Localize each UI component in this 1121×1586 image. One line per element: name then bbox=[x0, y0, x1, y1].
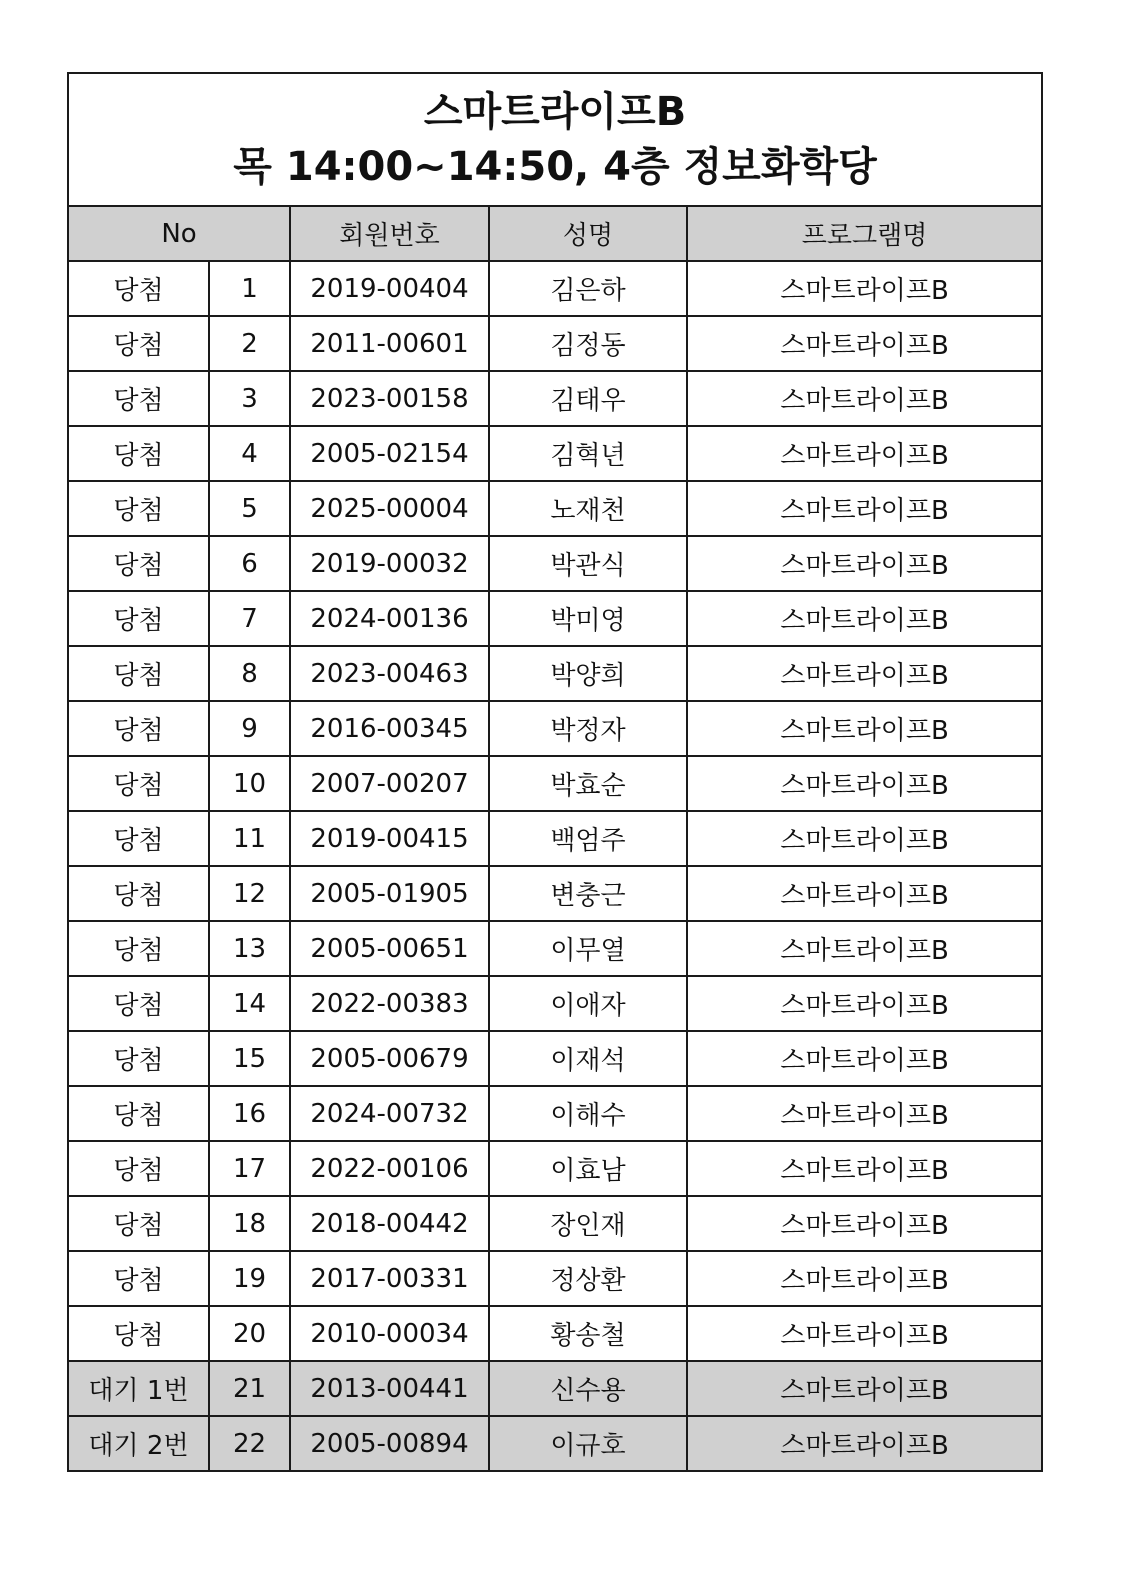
cell-status: 당첨 bbox=[68, 261, 209, 316]
table-row bbox=[68, 646, 1042, 701]
cell-name: 김혁년 bbox=[489, 426, 687, 481]
cell-member-id: 2005-00894 bbox=[290, 1416, 489, 1471]
table-row bbox=[68, 701, 1042, 756]
column-header-no: No bbox=[68, 206, 290, 261]
cell-program: 스마트라이프B bbox=[687, 1361, 1042, 1416]
cell-status: 당첨 bbox=[68, 866, 209, 921]
cell-name: 변충근 bbox=[489, 866, 687, 921]
cell-member-id: 2019-00415 bbox=[290, 811, 489, 866]
cell-member-id: 2025-00004 bbox=[290, 481, 489, 536]
cell-no: 9 bbox=[209, 701, 290, 756]
cell-no: 17 bbox=[209, 1141, 290, 1196]
cell-member-id: 2018-00442 bbox=[290, 1196, 489, 1251]
table-row bbox=[68, 1361, 1042, 1416]
cell-status: 당첨 bbox=[68, 1306, 209, 1361]
cell-no: 5 bbox=[209, 481, 290, 536]
cell-program: 스마트라이프B bbox=[687, 756, 1042, 811]
cell-program: 스마트라이프B bbox=[687, 976, 1042, 1031]
cell-name: 장인재 bbox=[489, 1196, 687, 1251]
cell-program: 스마트라이프B bbox=[687, 1251, 1042, 1306]
table-row bbox=[68, 1031, 1042, 1086]
cell-status: 당첨 bbox=[68, 1086, 209, 1141]
cell-name: 신수용 bbox=[489, 1361, 687, 1416]
cell-status: 당첨 bbox=[68, 921, 209, 976]
cell-name: 노재천 bbox=[489, 481, 687, 536]
table-row bbox=[68, 811, 1042, 866]
cell-status: 당첨 bbox=[68, 426, 209, 481]
cell-member-id: 2005-02154 bbox=[290, 426, 489, 481]
cell-name: 이재석 bbox=[489, 1031, 687, 1086]
cell-program: 스마트라이프B bbox=[687, 591, 1042, 646]
cell-name: 이규호 bbox=[489, 1416, 687, 1471]
cell-name: 박양희 bbox=[489, 646, 687, 701]
cell-no: 14 bbox=[209, 976, 290, 1031]
cell-program: 스마트라이프B bbox=[687, 1306, 1042, 1361]
cell-no: 22 bbox=[209, 1416, 290, 1471]
cell-no: 8 bbox=[209, 646, 290, 701]
table-row bbox=[68, 976, 1042, 1031]
cell-name: 김태우 bbox=[489, 371, 687, 426]
cell-status: 당첨 bbox=[68, 976, 209, 1031]
cell-name: 이애자 bbox=[489, 976, 687, 1031]
cell-name: 이무열 bbox=[489, 921, 687, 976]
column-header-row bbox=[68, 206, 1042, 261]
table-row bbox=[68, 536, 1042, 591]
cell-no: 13 bbox=[209, 921, 290, 976]
cell-program: 스마트라이프B bbox=[687, 316, 1042, 371]
cell-member-id: 2005-01905 bbox=[290, 866, 489, 921]
cell-status: 당첨 bbox=[68, 811, 209, 866]
cell-program: 스마트라이프B bbox=[687, 536, 1042, 591]
cell-program: 스마트라이프B bbox=[687, 481, 1042, 536]
cell-name: 정상환 bbox=[489, 1251, 687, 1306]
cell-no: 15 bbox=[209, 1031, 290, 1086]
cell-member-id: 2023-00463 bbox=[290, 646, 489, 701]
cell-member-id: 2005-00679 bbox=[290, 1031, 489, 1086]
cell-no: 4 bbox=[209, 426, 290, 481]
cell-member-id: 2022-00383 bbox=[290, 976, 489, 1031]
column-header-program: 프로그램명 bbox=[687, 206, 1042, 261]
cell-status: 당첨 bbox=[68, 536, 209, 591]
cell-member-id: 2023-00158 bbox=[290, 371, 489, 426]
table-row bbox=[68, 1086, 1042, 1141]
cell-status: 당첨 bbox=[68, 1196, 209, 1251]
cell-name: 이효남 bbox=[489, 1141, 687, 1196]
cell-name: 박미영 bbox=[489, 591, 687, 646]
table-row bbox=[68, 866, 1042, 921]
table-row bbox=[68, 426, 1042, 481]
cell-member-id: 2011-00601 bbox=[290, 316, 489, 371]
cell-no: 2 bbox=[209, 316, 290, 371]
table-row bbox=[68, 316, 1042, 371]
cell-no: 10 bbox=[209, 756, 290, 811]
cell-member-id: 2010-00034 bbox=[290, 1306, 489, 1361]
cell-program: 스마트라이프B bbox=[687, 646, 1042, 701]
cell-status: 당첨 bbox=[68, 481, 209, 536]
cell-member-id: 2024-00136 bbox=[290, 591, 489, 646]
cell-status: 당첨 bbox=[68, 316, 209, 371]
cell-program: 스마트라이프B bbox=[687, 701, 1042, 756]
cell-no: 19 bbox=[209, 1251, 290, 1306]
cell-member-id: 2017-00331 bbox=[290, 1251, 489, 1306]
table-row bbox=[68, 481, 1042, 536]
cell-program: 스마트라이프B bbox=[687, 426, 1042, 481]
cell-status: 당첨 bbox=[68, 1031, 209, 1086]
cell-status: 당첨 bbox=[68, 371, 209, 426]
cell-program: 스마트라이프B bbox=[687, 1086, 1042, 1141]
cell-program: 스마트라이프B bbox=[687, 371, 1042, 426]
table-row bbox=[68, 921, 1042, 976]
cell-no: 20 bbox=[209, 1306, 290, 1361]
table-row bbox=[68, 1251, 1042, 1306]
cell-status: 당첨 bbox=[68, 701, 209, 756]
cell-member-id: 2024-00732 bbox=[290, 1086, 489, 1141]
cell-program: 스마트라이프B bbox=[687, 1196, 1042, 1251]
table-row bbox=[68, 1306, 1042, 1361]
cell-member-id: 2005-00651 bbox=[290, 921, 489, 976]
table-row bbox=[68, 1416, 1042, 1471]
table-row bbox=[68, 261, 1042, 316]
cell-status: 당첨 bbox=[68, 1251, 209, 1306]
cell-member-id: 2019-00404 bbox=[290, 261, 489, 316]
table-row bbox=[68, 756, 1042, 811]
column-header-name: 성명 bbox=[489, 206, 687, 261]
cell-member-id: 2022-00106 bbox=[290, 1141, 489, 1196]
cell-program: 스마트라이프B bbox=[687, 921, 1042, 976]
cell-no: 7 bbox=[209, 591, 290, 646]
cell-program: 스마트라이프B bbox=[687, 1031, 1042, 1086]
cell-name: 박효순 bbox=[489, 756, 687, 811]
cell-no: 1 bbox=[209, 261, 290, 316]
cell-name: 김은하 bbox=[489, 261, 687, 316]
cell-no: 21 bbox=[209, 1361, 290, 1416]
cell-status: 당첨 bbox=[68, 1141, 209, 1196]
cell-name: 이해수 bbox=[489, 1086, 687, 1141]
cell-no: 18 bbox=[209, 1196, 290, 1251]
cell-member-id: 2013-00441 bbox=[290, 1361, 489, 1416]
cell-member-id: 2016-00345 bbox=[290, 701, 489, 756]
program-title: 스마트라이프B bbox=[423, 88, 687, 135]
lottery-result-table bbox=[67, 72, 1043, 1472]
table-row bbox=[68, 1141, 1042, 1196]
cell-name: 박관식 bbox=[489, 536, 687, 591]
cell-no: 11 bbox=[209, 811, 290, 866]
cell-no: 6 bbox=[209, 536, 290, 591]
table-title bbox=[68, 73, 1042, 206]
table-row bbox=[68, 371, 1042, 426]
cell-program: 스마트라이프B bbox=[687, 1141, 1042, 1196]
cell-program: 스마트라이프B bbox=[687, 1416, 1042, 1471]
cell-status: 대기 2번 bbox=[68, 1416, 209, 1471]
cell-member-id: 2007-00207 bbox=[290, 756, 489, 811]
table-row bbox=[68, 591, 1042, 646]
column-header-member-id: 회원번호 bbox=[290, 206, 489, 261]
cell-program: 스마트라이프B bbox=[687, 261, 1042, 316]
table-row bbox=[68, 1196, 1042, 1251]
cell-name: 백엄주 bbox=[489, 811, 687, 866]
schedule-location: 목 14:00~14:50, 4층 정보화학당 bbox=[233, 143, 877, 190]
cell-status: 당첨 bbox=[68, 591, 209, 646]
cell-no: 16 bbox=[209, 1086, 290, 1141]
table-body bbox=[68, 261, 1042, 1471]
cell-program: 스마트라이프B bbox=[687, 866, 1042, 921]
cell-name: 황송철 bbox=[489, 1306, 687, 1361]
cell-name: 박정자 bbox=[489, 701, 687, 756]
cell-member-id: 2019-00032 bbox=[290, 536, 489, 591]
cell-program: 스마트라이프B bbox=[687, 811, 1042, 866]
cell-no: 3 bbox=[209, 371, 290, 426]
cell-status: 당첨 bbox=[68, 646, 209, 701]
cell-no: 12 bbox=[209, 866, 290, 921]
cell-name: 김정동 bbox=[489, 316, 687, 371]
cell-status: 당첨 bbox=[68, 756, 209, 811]
cell-status: 대기 1번 bbox=[68, 1361, 209, 1416]
